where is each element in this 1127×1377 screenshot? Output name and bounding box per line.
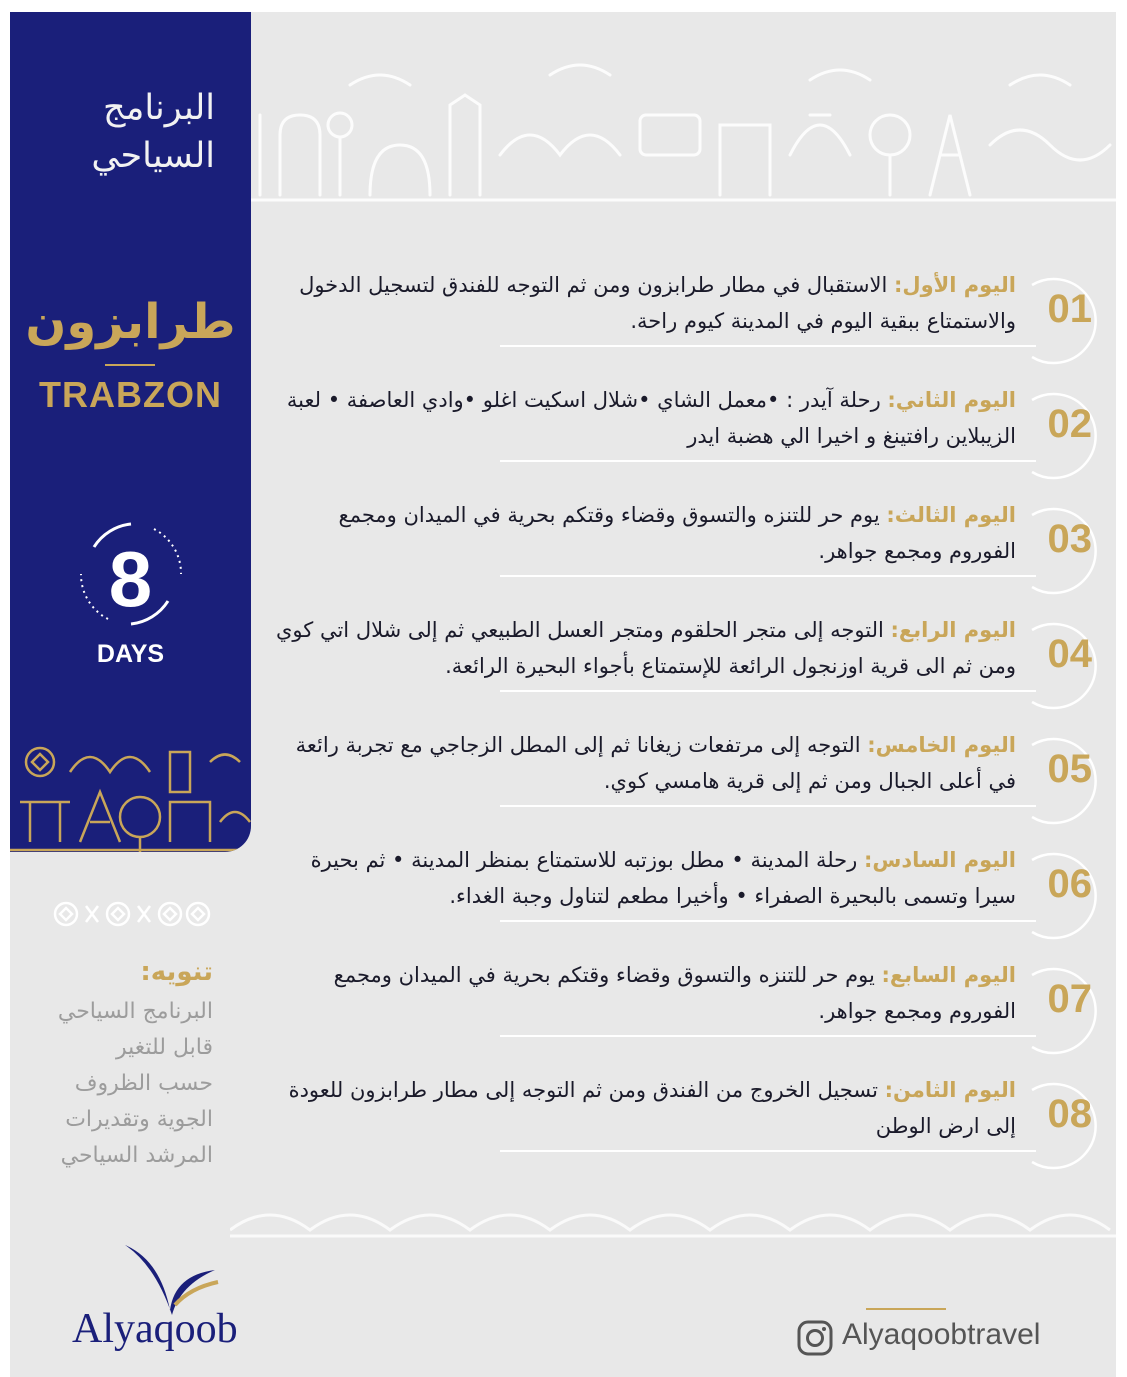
day-label: اليوم الثالث: [886, 503, 1016, 527]
day-description [276, 1072, 1016, 1144]
day-label: اليوم الثامن: [884, 1078, 1016, 1102]
day-number: 05 [1047, 747, 1092, 791]
day-description [276, 497, 1016, 569]
day-text: التوجه إلى متجر الحلقوم ومتجر العسل الطبيعي ثم إلى شلال اتي كوي ومن ثم الى قرية اوزنجول الرائعة للإستمتاع بأجواء البحيرة الرائعة. [276, 618, 1016, 678]
sidebar-panel [10, 12, 251, 852]
day-divider [500, 1150, 1036, 1152]
day-description [276, 612, 1016, 684]
day-number: 01 [1047, 287, 1092, 331]
day-item-4 [276, 610, 1116, 722]
day-item-8 [280, 1070, 1116, 1182]
brand-logo-text: Alyaqoob [72, 1306, 238, 1352]
city-name-english: TRABZON [39, 374, 222, 415]
day-text: يوم حر للتنزه والتسوق وقضاء وقتكم بحرية في الميدان ومجمع الفوروم ومجمع جواهر. [338, 503, 1016, 563]
day-divider [500, 460, 1036, 462]
day-label: اليوم الخامس: [867, 733, 1016, 757]
day-description [276, 382, 1016, 454]
program-title-line2: السياحي [91, 136, 215, 176]
day-description [276, 727, 1016, 799]
day-divider [500, 920, 1036, 922]
day-description [276, 957, 1016, 1029]
note-line: قابل للتغير [115, 1035, 213, 1060]
day-description [276, 842, 1016, 914]
day-divider [500, 1035, 1036, 1037]
day-label: اليوم السادس: [863, 848, 1016, 872]
days-label: DAYS [96, 640, 165, 668]
day-label: اليوم الرابع: [890, 618, 1016, 642]
day-number: 07 [1047, 977, 1092, 1021]
day-divider [500, 575, 1036, 577]
day-item-2 [280, 380, 1116, 492]
instagram-icon[interactable] [796, 1319, 834, 1357]
day-divider [500, 690, 1036, 692]
program-title-line1: البرنامج [102, 88, 215, 128]
day-divider [500, 345, 1036, 347]
ornament-divider-icon [52, 900, 212, 928]
day-number: 06 [1047, 862, 1092, 906]
day-divider [500, 805, 1036, 807]
day-label: اليوم السابع: [881, 963, 1016, 987]
day-number: 03 [1047, 517, 1092, 561]
day-item-1 [280, 265, 1116, 377]
note-line: حسب الظروف [74, 1071, 213, 1096]
day-item-6 [280, 840, 1116, 952]
note-line: البرنامج السياحي [57, 999, 213, 1024]
day-text: تسجيل الخروج من الفندق ومن ثم التوجه إلى مطار طرابزون للعودة إلى ارض الوطن [288, 1078, 1016, 1138]
day-text: رحلة المدينة • مطل بوزتبه للاستمتاع بمنظر المدينة • ثم بحيرة سيرا وتسمى بالبحيرة الصفراء • وأخيرا مطعم لتناول وجبة الغداء. [310, 848, 1016, 908]
day-item-3 [280, 495, 1116, 607]
day-text: يوم حر للتنزه والتسوق وقضاء وقتكم بحرية في الميدان ومجمع الفوروم ومجمع جواهر. [333, 963, 1016, 1023]
day-label: اليوم الأول: [893, 273, 1016, 297]
footer-accent-rule [866, 1308, 946, 1310]
instagram-handle-link[interactable]: Alyaqoobtravel [842, 1318, 1041, 1351]
day-number: 04 [1047, 632, 1092, 676]
day-text: الاستقبال في مطار طرابزون ومن ثم التوجه للفندق لتسجيل الدخول والاستمتاع ببقية اليوم في المدينة كيوم راحة. [299, 273, 1016, 333]
day-number: 08 [1047, 1092, 1092, 1136]
landmarks-pattern-bottom [230, 1190, 1116, 1240]
day-item-5 [280, 725, 1116, 837]
days-count: 8 [108, 535, 153, 623]
note-line: المرشد السياحي [60, 1143, 213, 1168]
day-number: 02 [1047, 402, 1092, 446]
note-line: الجوية وتقديرات [65, 1107, 213, 1132]
day-text: التوجه إلى مرتفعات زيغانا ثم إلى المطل الزجاجي مع تجربة رائعة في أعلى الجبال ومن ثم إلى قرية هامسي كوي. [295, 733, 1016, 793]
city-underline [105, 364, 155, 366]
program-title [15, 84, 215, 180]
city-name-arabic: طرابزون [25, 294, 236, 350]
day-label: اليوم الثاني: [887, 388, 1016, 412]
sidebar-landmarks-art [10, 732, 251, 852]
day-description [276, 267, 1016, 339]
note-title: تنويه: [140, 957, 213, 987]
landmarks-pattern-top [250, 55, 1116, 205]
day-text: رحلة آيدر : •معمل الشاي •شلال اسكيت اغلو •وادي العاصفة • لعبة الزيبلاين رافتينغ و اخيرا الي هضبة ايدر [286, 388, 1016, 448]
day-item-7 [280, 955, 1116, 1067]
